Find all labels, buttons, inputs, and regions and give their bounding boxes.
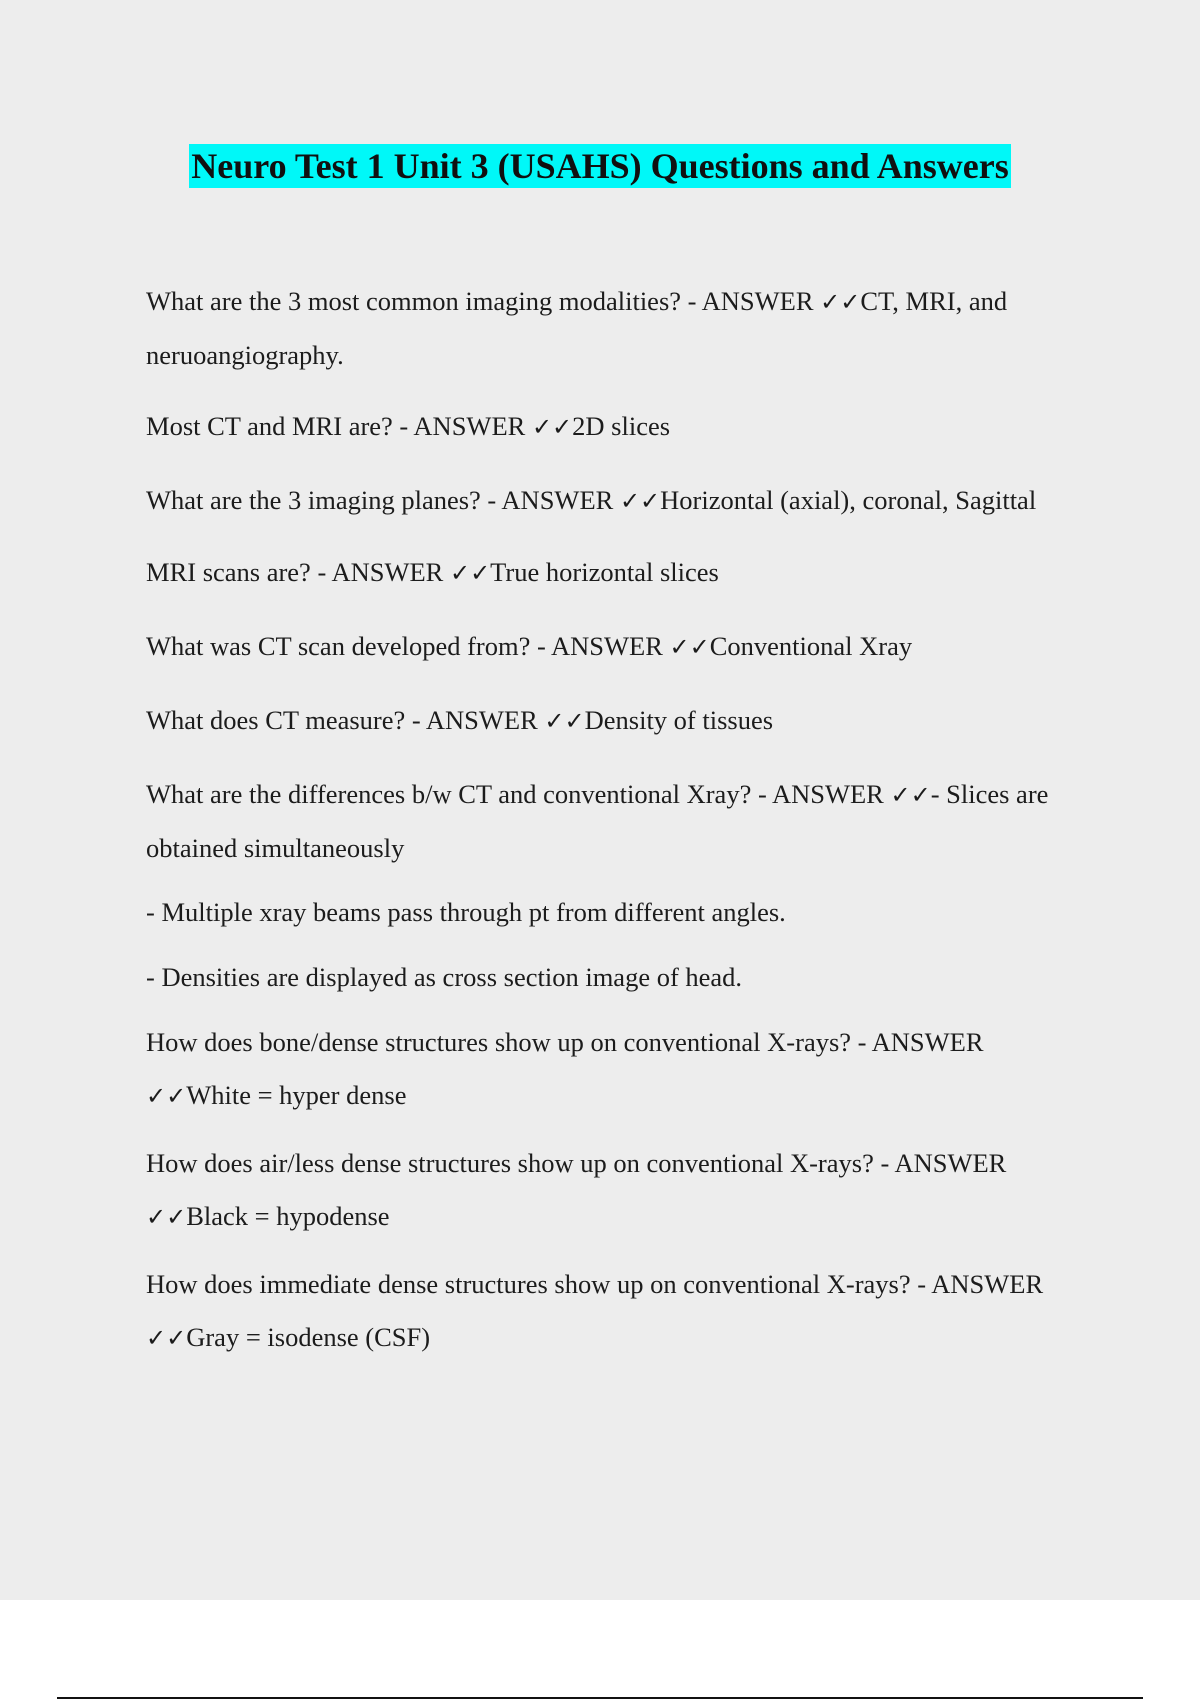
question-text: What are the 3 most common imaging modalities? - (146, 286, 702, 316)
check-marks-icon: ✓✓ (890, 781, 931, 809)
question-text: How does air/less dense structures show up on conventional X-rays? - (146, 1148, 895, 1178)
question-text: Most CT and MRI are? - (146, 411, 414, 441)
check-marks-icon: ✓✓ (544, 707, 585, 735)
title-container (0, 144, 1200, 188)
qa-item (146, 275, 1076, 382)
answer-label: ANSWER (425, 705, 538, 735)
check-marks-icon: ✓✓ (820, 288, 861, 316)
answer-label: ANSWER (871, 1027, 984, 1057)
qa-continuation (146, 886, 1076, 939)
qa-item (146, 1016, 1076, 1123)
answer-label: ANSWER (501, 485, 614, 515)
answer-label: ANSWER (931, 1269, 1044, 1299)
qa-item (146, 768, 1076, 875)
check-marks-icon: ✓✓ (146, 1324, 187, 1352)
footer-divider (57, 1697, 1143, 1699)
answer-text: - Slices are obtained simultaneously (146, 779, 1049, 863)
qa-continuation (146, 951, 1076, 1004)
check-marks-icon: ✓✓ (619, 487, 661, 515)
continuation-text: - Densities are displayed as cross section image of head. (146, 962, 743, 992)
question-text: How does bone/dense structures show up on conventional X-rays? - (146, 1027, 872, 1057)
check-marks-icon: ✓✓ (669, 633, 710, 661)
check-marks-icon: ✓✓ (146, 1082, 187, 1110)
question-text: How does immediate dense structures show up on conventional X-rays? - (146, 1269, 932, 1299)
answer-text: Horizontal (axial), coronal, Sagittal (660, 485, 1037, 515)
answer-text: White = hyper dense (186, 1080, 407, 1110)
qa-content (146, 275, 1076, 1383)
qa-item (146, 546, 1076, 600)
qa-item (146, 474, 1076, 528)
answer-text: Gray = isodense (CSF) (186, 1322, 431, 1352)
question-text: MRI scans are? - (146, 557, 332, 587)
question-text: What are the 3 imaging planes? - (146, 485, 502, 515)
answer-text: Black = hypodense (186, 1201, 390, 1231)
qa-item (146, 694, 1076, 748)
answer-label: ANSWER (331, 557, 444, 587)
answer-label: ANSWER (771, 779, 884, 809)
document-title: Neuro Test 1 Unit 3 (USAHS) Questions and Answers (191, 146, 1009, 186)
answer-label: ANSWER (894, 1148, 1007, 1178)
question-text: What are the differences b/w CT and conventional Xray? - (146, 779, 772, 809)
check-marks-icon: ✓✓ (449, 559, 491, 587)
answer-text: 2D slices (572, 411, 671, 441)
answer-text: CT, MRI, and neruoangiography. (146, 286, 1008, 370)
answer-label: ANSWER (550, 631, 663, 661)
qa-item (146, 1137, 1076, 1244)
check-marks-icon: ✓✓ (146, 1203, 187, 1231)
answer-text: True horizontal slices (490, 557, 719, 587)
question-text: What does CT measure? - (146, 705, 426, 735)
continuation-text: - Multiple xray beams pass through pt from different angles. (146, 897, 786, 927)
check-marks-icon: ✓✓ (531, 413, 573, 441)
answer-text: Conventional Xray (709, 631, 913, 661)
answer-text: Density of tissues (584, 705, 774, 735)
qa-item (146, 620, 1076, 674)
question-text: What was CT scan developed from? - (146, 631, 551, 661)
qa-item (146, 1258, 1076, 1365)
qa-item (146, 400, 1076, 454)
answer-label: ANSWER (701, 286, 814, 316)
answer-label: ANSWER (413, 411, 526, 441)
